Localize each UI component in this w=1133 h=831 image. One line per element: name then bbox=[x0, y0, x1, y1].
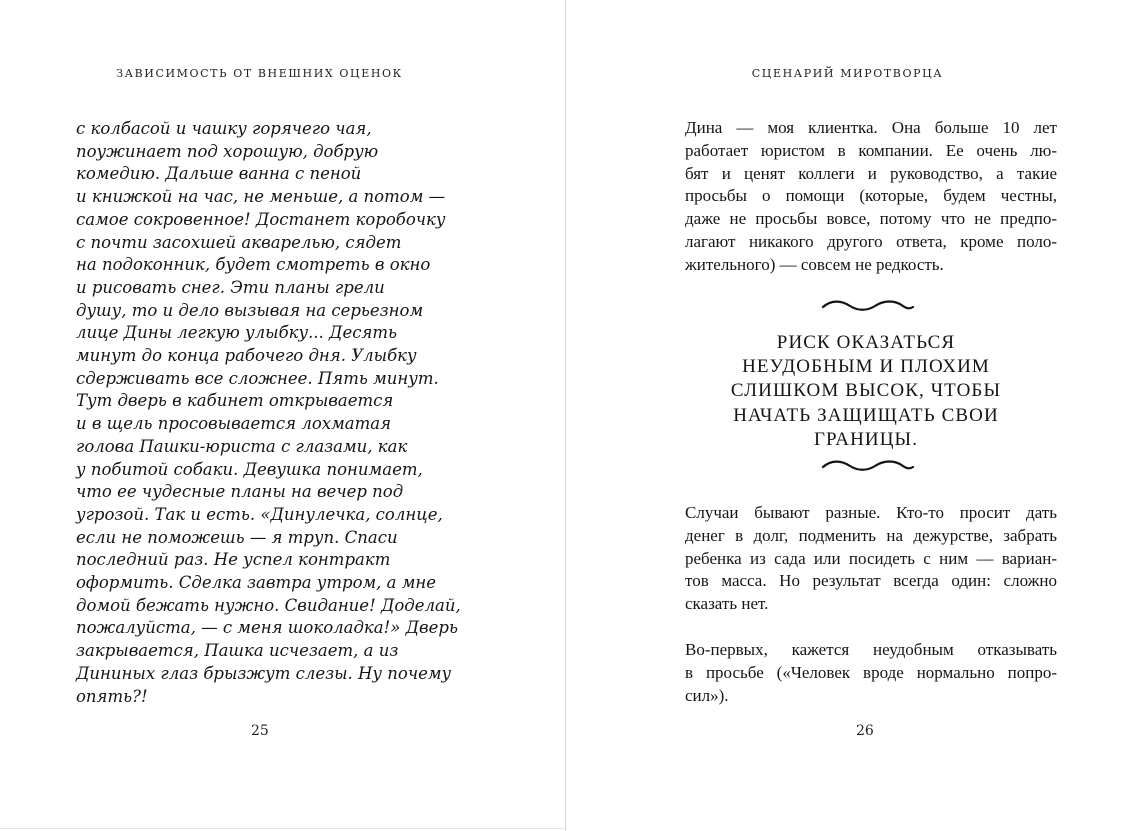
quote-line: НАЧАТЬ ЗАЩИЩАТЬ СВОИ bbox=[733, 404, 999, 426]
text-line: опять?! bbox=[76, 686, 148, 706]
text-line: сдерживать все сложнее. Пять минут. bbox=[76, 368, 439, 388]
paragraph-1 bbox=[685, 117, 1057, 277]
text-line: что ее чудесные планы на вечер под bbox=[76, 482, 404, 502]
text-line: на подоконник, будет смотреть в окно bbox=[76, 255, 431, 275]
text-line: с почти засохшей акварелью, сядет bbox=[76, 232, 402, 252]
text-line: и рисовать снег. Эти планы грели bbox=[76, 277, 385, 297]
text-line: у побитой собаки. Девушка понимает, bbox=[76, 459, 423, 479]
paragraph-3 bbox=[685, 639, 1057, 707]
text-line: и книжкой на час, не меньше, а потом — bbox=[76, 187, 446, 207]
text-line: закрывается, Пашка исчезает, а из bbox=[76, 641, 399, 661]
text-line: просьбы о помощи (которые, будем честны, bbox=[685, 186, 1057, 206]
right-running-head: СЦЕНАРИЙ МИРОТВОРЦА bbox=[751, 67, 944, 80]
quote-line: РИСК ОКАЗАТЬСЯ bbox=[776, 332, 956, 353]
text-line: Тут дверь в кабинет открывается bbox=[76, 391, 394, 411]
right-page-number: 26 bbox=[856, 723, 874, 739]
text-line: если не поможешь — я труп. Спаси bbox=[76, 527, 398, 547]
text-line: голова Пашки-юриста с глазами, как bbox=[76, 436, 408, 456]
text-line: денег в долг, подменить на дежурстве, забрать bbox=[685, 525, 1057, 545]
text-line: сказать нет. bbox=[685, 594, 769, 614]
text-line: Во-первых, кажется неудобным отказывать bbox=[685, 640, 1057, 659]
text-line: домой бежать нужно. Свидание! Доделай, bbox=[76, 595, 461, 615]
quote-line: НЕУДОБНЫМ И ПЛОХИМ bbox=[742, 356, 990, 378]
text-line: оформить. Сделка завтра утром, а мне bbox=[76, 573, 437, 593]
wavy-swash-ornament-icon bbox=[821, 299, 915, 313]
text-line: последний раз. Не успел контракт bbox=[76, 550, 391, 570]
text-line: работает юристом в компании. Ее очень лю- bbox=[685, 140, 1057, 160]
text-line: пожалуйста, — с меня шоколадка!» Дверь bbox=[76, 618, 458, 638]
text-line: лагают никакого другого ответа, кроме поло- bbox=[685, 231, 1057, 251]
text-line: минут до конца рабочего дня. Улыбку bbox=[76, 346, 417, 366]
text-line: комедию. Дальше ванна с пеной bbox=[76, 164, 362, 184]
quote-line: СЛИШКОМ ВЫСОК, ЧТОБЫ bbox=[730, 380, 1002, 402]
wavy-swash-ornament-icon bbox=[821, 459, 915, 473]
text-line: Дина — моя клиентка. Она больше 10 лет bbox=[685, 118, 1057, 137]
pull-quote bbox=[696, 331, 1036, 452]
text-line: сил»). bbox=[685, 685, 729, 705]
text-line: в просьбе («Человек вроде нормально попро- bbox=[685, 662, 1057, 682]
text-line: Дининых глаз брызжут слезы. Ну почему bbox=[76, 663, 452, 683]
text-line: угрозой. Так и есть. «Динулечка, солнце, bbox=[76, 504, 443, 524]
page-edge bbox=[0, 828, 565, 829]
text-line: ребенка из сада или посидеть с ним — вариан- bbox=[685, 548, 1057, 568]
right-page bbox=[566, 0, 1133, 831]
left-page-number: 25 bbox=[251, 723, 269, 739]
left-running-head: ЗАВИСИМОСТЬ ОТ ВНЕШНИХ ОЦЕНОК bbox=[116, 67, 403, 80]
paragraph-2 bbox=[685, 502, 1057, 616]
text-line: тов масса. Но результат всегда один: сложно bbox=[685, 571, 1057, 591]
text-line: бят и ценят коллеги и руководство, а такие bbox=[685, 163, 1057, 183]
left-page-text bbox=[76, 118, 460, 708]
text-line: лице Дины легкую улыбку... Десять bbox=[76, 323, 398, 343]
quote-line: ГРАНИЦЫ. bbox=[813, 428, 919, 450]
left-page bbox=[0, 0, 565, 831]
text-line: душу, то и дело вызывая на серьезном bbox=[76, 300, 424, 320]
text-line: Случаи бывают разные. Кто-то просит дать bbox=[685, 503, 1057, 522]
text-line: поужинает под хорошую, добрую bbox=[76, 141, 379, 161]
text-line: даже не просьбы вовсе, потому что не предпо- bbox=[685, 209, 1057, 229]
text-line: самое сокровенное! Достанет коробочку bbox=[76, 209, 446, 229]
text-line: и в щель просовывается лохматая bbox=[76, 414, 392, 434]
text-line: с колбасой и чашку горячего чая, bbox=[76, 119, 372, 138]
text-line: жительного) — совсем не редкость. bbox=[685, 254, 944, 274]
